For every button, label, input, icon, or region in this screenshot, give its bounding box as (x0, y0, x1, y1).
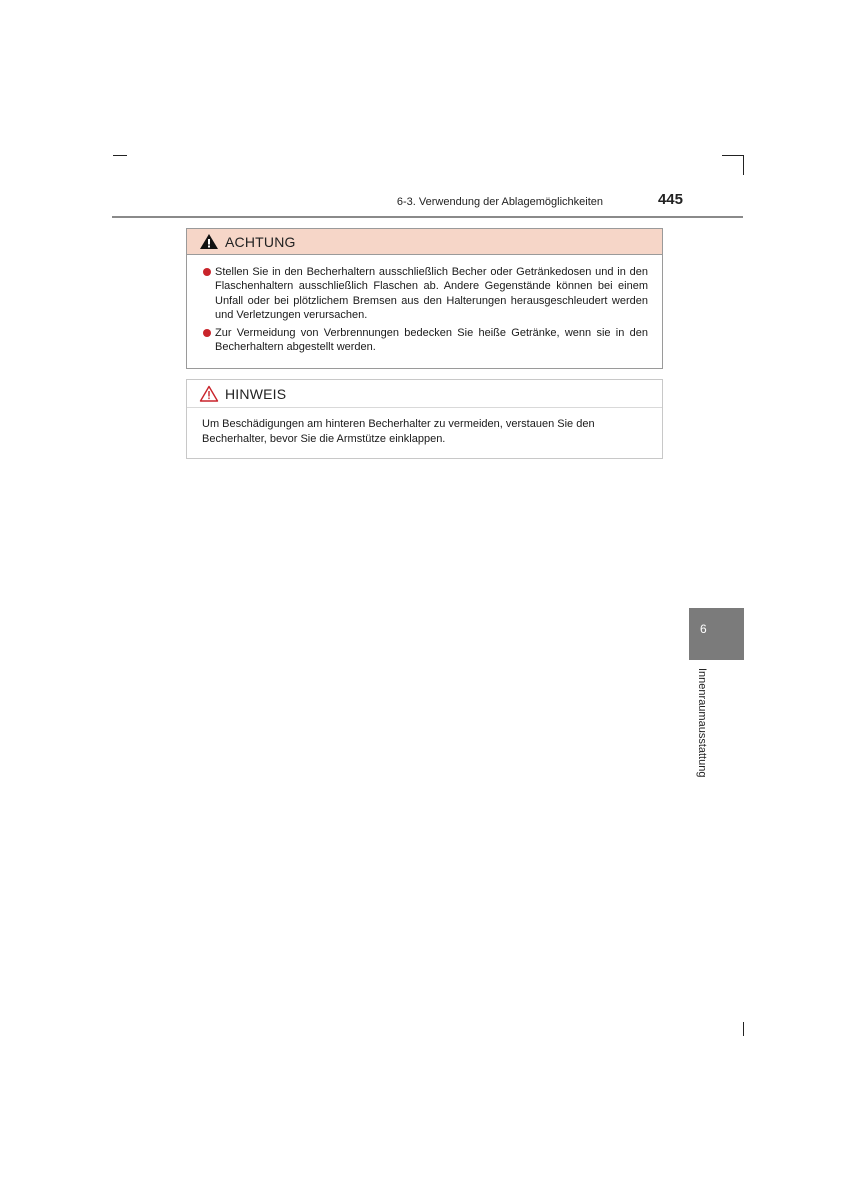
caution-item-text: Stellen Sie in den Becherhaltern ausschließlich Becher oder Getränkedosen und in den Flaschenhaltern ausschließlich Flaschen ab. Andere Gegenstände können bei einem Unfall oder bei plötzlichem Bremsen aus den Halterungen herausgeschleudert werden und Verletzungen verursachen. (215, 266, 648, 321)
chapter-label-wrap (696, 668, 710, 788)
warning-triangle-filled-icon (199, 233, 219, 250)
bullet-icon (203, 268, 211, 276)
caution-box (186, 228, 663, 369)
crop-mark-top-right-v (743, 155, 744, 175)
notice-box (186, 379, 663, 459)
crop-mark-top-right-h (722, 155, 744, 156)
caution-item-text: Zur Vermeidung von Verbrennungen bedecken Sie heiße Getränke, wenn sie in den Becherhaltern abgestellt werden. (215, 327, 648, 354)
caution-body (187, 255, 662, 355)
caution-title: ACHTUNG (225, 233, 296, 250)
caution-header (187, 229, 662, 255)
section-title: 6-3. Verwendung der Ablagemöglichkeiten (396, 196, 603, 208)
notice-header (187, 380, 662, 408)
running-header (112, 188, 743, 218)
chapter-number: 6 (700, 622, 707, 636)
page-number: 445 (657, 191, 683, 208)
warning-triangle-outline-icon (199, 385, 219, 402)
notice-title: HINWEIS (225, 385, 287, 402)
caution-item (202, 265, 648, 322)
crop-mark-top-left (113, 155, 127, 156)
chapter-label: Innenraumausstattung (696, 668, 708, 778)
caution-item (202, 326, 648, 355)
bullet-icon (203, 329, 211, 337)
chapter-tab (689, 608, 744, 660)
crop-mark-bottom-right (743, 1022, 744, 1036)
notice-text: Um Beschädigungen am hinteren Becherhalter zu vermeiden, verstauen Sie den Becherhalter, bevor Sie die Armstütze einklappen. (202, 418, 595, 445)
